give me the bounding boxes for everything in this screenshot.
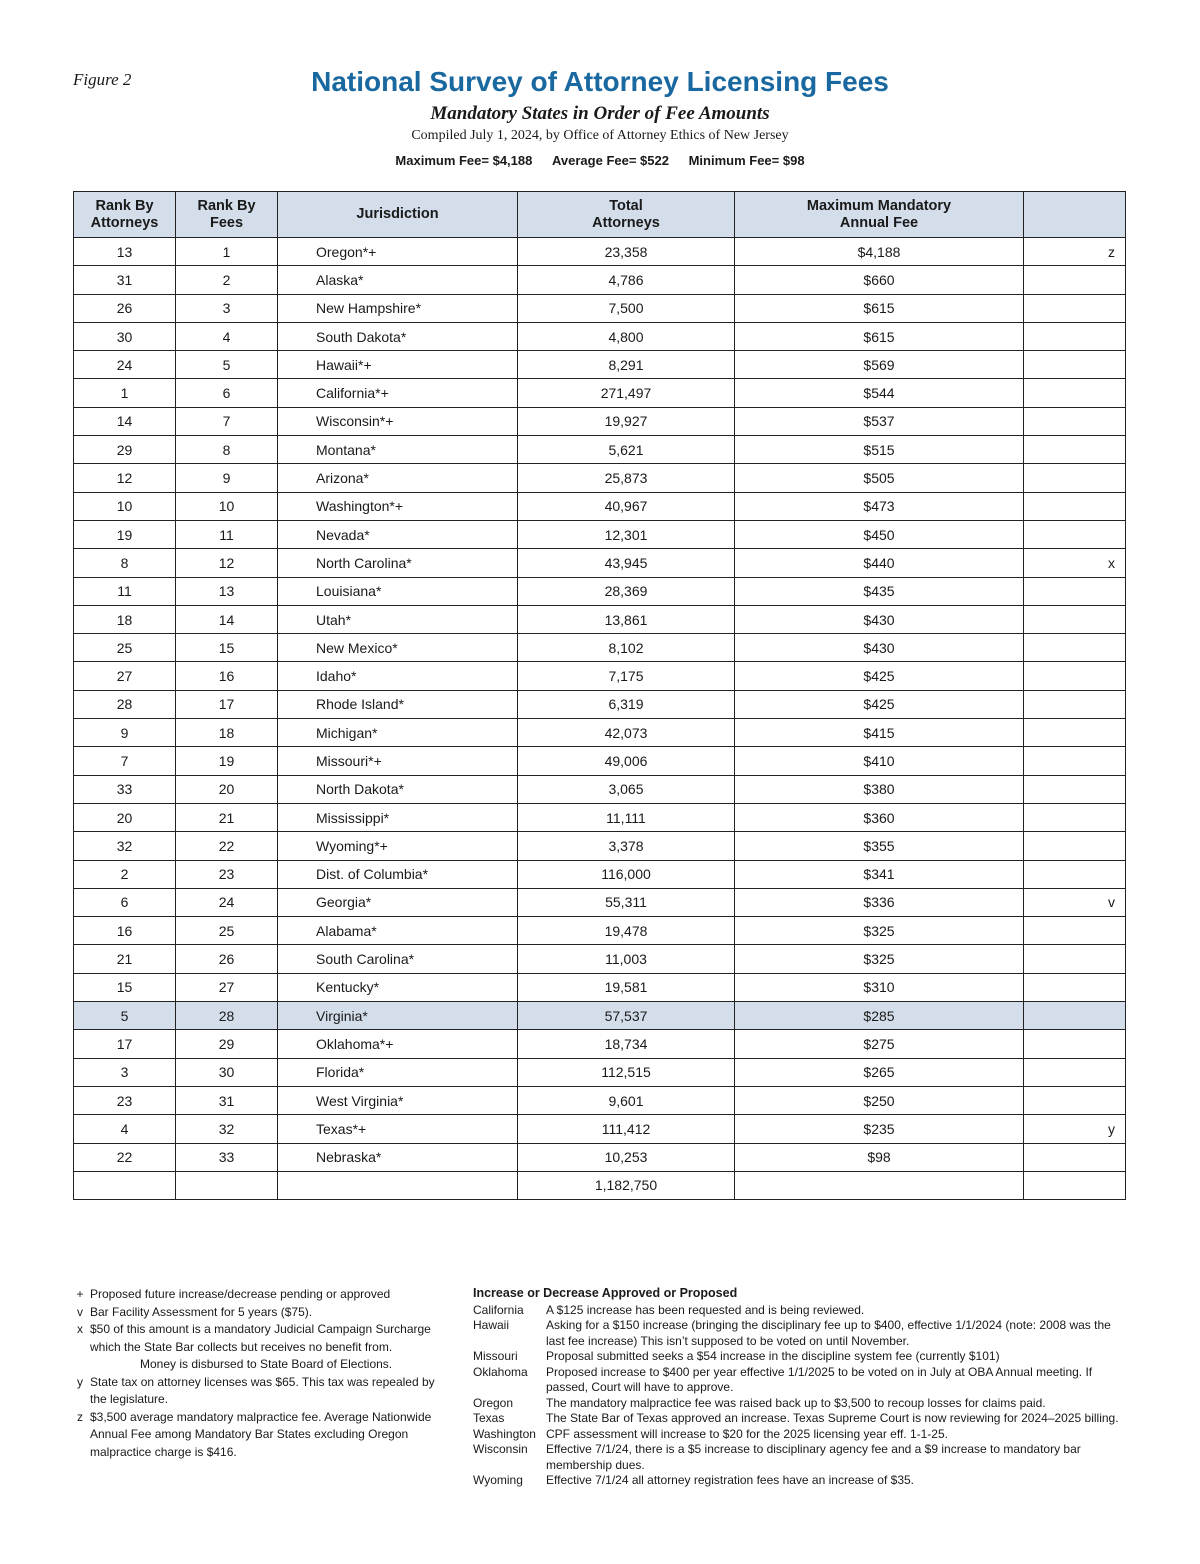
- jurisdiction: Alabama*: [278, 917, 518, 945]
- jurisdiction: Florida*: [278, 1058, 518, 1086]
- rank-by-attorneys: 12: [74, 464, 176, 492]
- table-row: [74, 803, 1126, 831]
- annual-fee: $360: [735, 803, 1024, 831]
- annual-fee: $425: [735, 662, 1024, 690]
- fees-table: [73, 191, 1126, 1200]
- total-attorneys: 25,873: [518, 464, 735, 492]
- total-attorneys: 271,497: [518, 379, 735, 407]
- annual-fee: $275: [735, 1030, 1024, 1058]
- legend-text: State tax on attorney licenses was $65. This tax was repealed by the legislature.: [90, 1374, 435, 1406]
- table-row: [74, 860, 1126, 888]
- rank-by-attorneys: 33: [74, 775, 176, 803]
- table-row: [74, 379, 1126, 407]
- table-row: [74, 351, 1126, 379]
- changes-section: [473, 1286, 1128, 1489]
- legend-symbol: v: [77, 1304, 83, 1319]
- change-state: Wyoming: [473, 1473, 523, 1487]
- change-item: [473, 1411, 1128, 1427]
- note-marker: [1024, 322, 1126, 350]
- annual-fee: $473: [735, 492, 1024, 520]
- note-marker: [1024, 803, 1126, 831]
- legend-item: [70, 1409, 448, 1462]
- total-attorneys: 7,175: [518, 662, 735, 690]
- changes-heading: Increase or Decrease Approved or Proposed: [473, 1286, 738, 1300]
- rank-by-fees: 30: [176, 1058, 278, 1086]
- annual-fee: $336: [735, 888, 1024, 916]
- total-attorneys: 19,581: [518, 973, 735, 1001]
- rank-by-attorneys: 24: [74, 351, 176, 379]
- note-marker: [1024, 832, 1126, 860]
- rank-by-attorneys: 15: [74, 973, 176, 1001]
- rank-by-fees: 1: [176, 238, 278, 266]
- rank-by-attorneys: 7: [74, 747, 176, 775]
- table-row: [74, 436, 1126, 464]
- annual-fee: $430: [735, 605, 1024, 633]
- total-attorneys: 116,000: [518, 860, 735, 888]
- note-marker: [1024, 577, 1126, 605]
- rank-by-attorneys: 3: [74, 1058, 176, 1086]
- rank-by-fees: 6: [176, 379, 278, 407]
- note-marker: [1024, 1002, 1126, 1030]
- table-row: [74, 973, 1126, 1001]
- annual-fee: $660: [735, 266, 1024, 294]
- jurisdiction: Louisiana*: [278, 577, 518, 605]
- annual-fee: $544: [735, 379, 1024, 407]
- total-attorneys: 55,311: [518, 888, 735, 916]
- rank-by-attorneys: 22: [74, 1143, 176, 1171]
- note-marker: [1024, 379, 1126, 407]
- jurisdiction: North Carolina*: [278, 549, 518, 577]
- total-attorneys: 3,065: [518, 775, 735, 803]
- note-marker: [1024, 407, 1126, 435]
- table-row: [74, 520, 1126, 548]
- total-attorneys: 28,369: [518, 577, 735, 605]
- total-attorneys: 57,537: [518, 1002, 735, 1030]
- jurisdiction: Kentucky*: [278, 973, 518, 1001]
- rank-by-attorneys: 25: [74, 634, 176, 662]
- table-row: [74, 1002, 1126, 1030]
- note-marker: [1024, 860, 1126, 888]
- change-state: Wisconsin: [473, 1442, 528, 1456]
- total-attorneys: 4,786: [518, 266, 735, 294]
- rank-by-fees: 32: [176, 1115, 278, 1143]
- jurisdiction: Nebraska*: [278, 1143, 518, 1171]
- jurisdiction: South Dakota*: [278, 322, 518, 350]
- note-marker: [1024, 747, 1126, 775]
- annual-fee: $569: [735, 351, 1024, 379]
- legend-symbol: x: [77, 1322, 83, 1336]
- legend: [70, 1286, 448, 1461]
- note-marker: x: [1024, 549, 1126, 577]
- total-attorneys: 111,412: [518, 1115, 735, 1143]
- change-state: Oregon: [473, 1395, 514, 1410]
- note-marker: [1024, 662, 1126, 690]
- table-row: [74, 322, 1126, 350]
- jurisdiction: Michigan*: [278, 719, 518, 747]
- rank-by-fees: 9: [176, 464, 278, 492]
- rank-by-attorneys: 10: [74, 492, 176, 520]
- legend-item: [70, 1321, 448, 1374]
- note-marker: y: [1024, 1115, 1126, 1143]
- rank-by-fees: 22: [176, 832, 278, 860]
- min-fee: Minimum Fee= $98: [688, 153, 805, 168]
- change-state: Oklahoma: [473, 1364, 528, 1379]
- annual-fee: $435: [735, 577, 1024, 605]
- change-item: [473, 1473, 1128, 1489]
- change-item: [473, 1365, 1128, 1396]
- total-attorneys: 18,734: [518, 1030, 735, 1058]
- jurisdiction: Georgia*: [278, 888, 518, 916]
- change-text: A $125 increase has been requested and is being reviewed.: [546, 1302, 865, 1317]
- total-attorneys: 3,378: [518, 832, 735, 860]
- note-marker: [1024, 1086, 1126, 1114]
- rank-by-fees: 15: [176, 634, 278, 662]
- rank-by-fees: 24: [176, 888, 278, 916]
- rank-by-fees: 14: [176, 605, 278, 633]
- total-attorneys: 40,967: [518, 492, 735, 520]
- note-marker: [1024, 464, 1126, 492]
- rank-by-attorneys: 19: [74, 520, 176, 548]
- total-attorneys: 13,861: [518, 605, 735, 633]
- note-marker: [1024, 945, 1126, 973]
- jurisdiction: Idaho*: [278, 662, 518, 690]
- annual-fee: $380: [735, 775, 1024, 803]
- rank-by-attorneys: 13: [74, 238, 176, 266]
- table-row: [74, 577, 1126, 605]
- annual-fee: $341: [735, 860, 1024, 888]
- annual-fee: $310: [735, 973, 1024, 1001]
- annual-fee: $98: [735, 1143, 1024, 1171]
- rank-by-fees: 19: [176, 747, 278, 775]
- note-marker: [1024, 1030, 1126, 1058]
- rank-by-fees: 10: [176, 492, 278, 520]
- avg-fee: Average Fee= $522: [552, 153, 669, 168]
- annual-fee: $250: [735, 1086, 1024, 1114]
- annual-fee: $410: [735, 747, 1024, 775]
- jurisdiction: Wyoming*+: [278, 832, 518, 860]
- note-marker: z: [1024, 238, 1126, 266]
- table-row: [74, 492, 1126, 520]
- table-row: [74, 917, 1126, 945]
- legend-text: Proposed future increase/decrease pending or approved: [90, 1287, 391, 1301]
- rank-by-attorneys: 1: [74, 379, 176, 407]
- rank-by-fees: 25: [176, 917, 278, 945]
- total-attorneys: 8,291: [518, 351, 735, 379]
- note-marker: [1024, 492, 1126, 520]
- annual-fee: $4,188: [735, 238, 1024, 266]
- jurisdiction: Wisconsin*+: [278, 407, 518, 435]
- rank-by-attorneys: 17: [74, 1030, 176, 1058]
- rank-by-attorneys: 14: [74, 407, 176, 435]
- rank-by-attorneys: 6: [74, 888, 176, 916]
- annual-fee: $505: [735, 464, 1024, 492]
- total-attorneys: 42,073: [518, 719, 735, 747]
- rank-by-fees: 2: [176, 266, 278, 294]
- total-attorneys: 11,111: [518, 803, 735, 831]
- rank-by-fees: 7: [176, 407, 278, 435]
- col-jurisdiction: Jurisdiction: [278, 192, 518, 238]
- table-row: [74, 1058, 1126, 1086]
- change-state: Missouri: [473, 1349, 518, 1363]
- note-marker: [1024, 1058, 1126, 1086]
- table-row: [74, 294, 1126, 322]
- note-marker: [1024, 690, 1126, 718]
- total-attorneys: 9,601: [518, 1086, 735, 1114]
- rank-by-fees: 16: [176, 662, 278, 690]
- change-item: [473, 1396, 1128, 1412]
- table-row: [74, 775, 1126, 803]
- change-item: [473, 1427, 1128, 1443]
- table-row: [74, 266, 1126, 294]
- total-attorneys: 19,478: [518, 917, 735, 945]
- jurisdiction: Nevada*: [278, 520, 518, 548]
- table-row: [74, 1030, 1126, 1058]
- rank-by-fees: 4: [176, 322, 278, 350]
- legend-symbol: z: [77, 1409, 83, 1424]
- jurisdiction: California*+: [278, 379, 518, 407]
- note-marker: [1024, 520, 1126, 548]
- table-row: [74, 945, 1126, 973]
- change-item: [473, 1318, 1128, 1349]
- total-attorneys: 112,515: [518, 1058, 735, 1086]
- table-row: [74, 1086, 1126, 1114]
- annual-fee: $355: [735, 832, 1024, 860]
- jurisdiction: New Mexico*: [278, 634, 518, 662]
- note-marker: [1024, 351, 1126, 379]
- col-total-attorneys: Total Attorneys: [518, 192, 735, 238]
- note-marker: [1024, 634, 1126, 662]
- annual-fee: $615: [735, 322, 1024, 350]
- change-text: Proposed increase to $400 per year effective 1/1/2025 to be voted on in July at OBA Annual meeting. If passed, Court will have to approve.: [546, 1364, 1093, 1394]
- change-text: Asking for a $150 increase (bringing the disciplinary fee up to $400, effective 1/1/2024 (note: 2008 was the last fee increase) This isn’t supposed to be voted on until November.: [546, 1318, 1111, 1348]
- table-row: [74, 747, 1126, 775]
- rank-by-attorneys: 20: [74, 803, 176, 831]
- total-attorneys: 4,800: [518, 322, 735, 350]
- annual-fee: $450: [735, 520, 1024, 548]
- total-attorneys: 1,182,750: [518, 1171, 735, 1199]
- note-marker: [1024, 294, 1126, 322]
- rank-by-fees: 17: [176, 690, 278, 718]
- table-row: [74, 888, 1126, 916]
- rank-by-attorneys: 8: [74, 549, 176, 577]
- table-row: [74, 832, 1126, 860]
- total-row: [74, 1171, 1126, 1199]
- legend-item: [70, 1286, 448, 1304]
- rank-by-fees: 23: [176, 860, 278, 888]
- note-marker: [1024, 719, 1126, 747]
- annual-fee: $615: [735, 294, 1024, 322]
- total-attorneys: 7,500: [518, 294, 735, 322]
- change-item: [473, 1303, 1128, 1319]
- table-row: [74, 1115, 1126, 1143]
- fee-summary: [0, 153, 1200, 168]
- note-marker: [1024, 266, 1126, 294]
- total-attorneys: 5,621: [518, 436, 735, 464]
- table-row: [74, 1143, 1126, 1171]
- jurisdiction: Missouri*+: [278, 747, 518, 775]
- jurisdiction: Hawaii*+: [278, 351, 518, 379]
- total-attorneys: 8,102: [518, 634, 735, 662]
- legend-item: [70, 1304, 448, 1322]
- annual-fee: $430: [735, 634, 1024, 662]
- note-marker: [1024, 436, 1126, 464]
- jurisdiction: Mississippi*: [278, 803, 518, 831]
- rank-by-fees: 5: [176, 351, 278, 379]
- change-text: The mandatory malpractice fee was raised back up to $3,500 to recoup losses for claims paid.: [546, 1395, 1046, 1410]
- total-attorneys: 6,319: [518, 690, 735, 718]
- rank-by-fees: 31: [176, 1086, 278, 1114]
- change-text: Effective 7/1/24 all attorney registration fees have an increase of $35.: [546, 1473, 915, 1487]
- rank-by-attorneys: 28: [74, 690, 176, 718]
- annual-fee: $325: [735, 945, 1024, 973]
- jurisdiction: Arizona*: [278, 464, 518, 492]
- table-row: [74, 549, 1126, 577]
- annual-fee: $537: [735, 407, 1024, 435]
- annual-fee: $265: [735, 1058, 1024, 1086]
- legend-text: Bar Facility Assessment for 5 years ($75).: [90, 1304, 313, 1319]
- rank-by-attorneys: 23: [74, 1086, 176, 1114]
- page-title: National Survey of Attorney Licensing Fees: [311, 66, 889, 97]
- rank-by-attorneys: 26: [74, 294, 176, 322]
- change-item: [473, 1442, 1128, 1473]
- change-item: [473, 1349, 1128, 1365]
- rank-by-fees: 12: [176, 549, 278, 577]
- rank-by-attorneys: 16: [74, 917, 176, 945]
- table-row: [74, 690, 1126, 718]
- jurisdiction: Montana*: [278, 436, 518, 464]
- col-rank-fees: Rank By Fees: [176, 192, 278, 238]
- jurisdiction: Oklahoma*+: [278, 1030, 518, 1058]
- change-state: Hawaii: [473, 1318, 510, 1332]
- rank-by-attorneys: 32: [74, 832, 176, 860]
- total-attorneys: 11,003: [518, 945, 735, 973]
- col-note: [1024, 192, 1126, 238]
- total-attorneys: 43,945: [518, 549, 735, 577]
- note-marker: [1024, 917, 1126, 945]
- jurisdiction: Oregon*+: [278, 238, 518, 266]
- change-text: Effective 7/1/24, there is a $5 increase to disciplinary agency fee and a $9 increase to mandatory bar membership dues.: [546, 1442, 1081, 1472]
- note-marker: [1024, 605, 1126, 633]
- legend-item: [70, 1374, 448, 1409]
- total-attorneys: 23,358: [518, 238, 735, 266]
- jurisdiction: Texas*+: [278, 1115, 518, 1143]
- rank-by-fees: 28: [176, 1002, 278, 1030]
- rank-by-fees: 29: [176, 1030, 278, 1058]
- rank-by-attorneys: 27: [74, 662, 176, 690]
- rank-by-fees: 8: [176, 436, 278, 464]
- rank-by-attorneys: 29: [74, 436, 176, 464]
- table-row: [74, 634, 1126, 662]
- jurisdiction: Washington*+: [278, 492, 518, 520]
- table-row: [74, 464, 1126, 492]
- rank-by-attorneys: 18: [74, 605, 176, 633]
- change-state: Washington: [473, 1426, 536, 1441]
- change-text: Proposal submitted seeks a $54 increase in the discipline system fee (currently $101): [546, 1349, 1000, 1363]
- compiled-note: Compiled July 1, 2024, by Office of Attorney Ethics of New Jersey: [411, 128, 789, 143]
- rank-by-fees: 26: [176, 945, 278, 973]
- jurisdiction: Rhode Island*: [278, 690, 518, 718]
- jurisdiction: New Hampshire*: [278, 294, 518, 322]
- table-row: [74, 662, 1126, 690]
- legend-text: $50 of this amount is a mandatory Judicial Campaign Surcharge which the State Bar collects but receives no benefit from.: [90, 1322, 431, 1354]
- table-header-row: [74, 192, 1126, 238]
- note-marker: [1024, 973, 1126, 1001]
- annual-fee: $515: [735, 436, 1024, 464]
- legend-text-continued: Money is disbursed to State Board of Elections.: [140, 1357, 393, 1371]
- max-fee: Maximum Fee= $4,188: [395, 153, 533, 168]
- col-max-fee: Maximum Mandatory Annual Fee: [735, 192, 1024, 238]
- jurisdiction: West Virginia*: [278, 1086, 518, 1114]
- table-row: [74, 719, 1126, 747]
- jurisdiction: North Dakota*: [278, 775, 518, 803]
- rank-by-attorneys: 30: [74, 322, 176, 350]
- rank-by-fees: 3: [176, 294, 278, 322]
- table-row: [74, 238, 1126, 266]
- rank-by-fees: 20: [176, 775, 278, 803]
- jurisdiction: Alaska*: [278, 266, 518, 294]
- rank-by-attorneys: 4: [74, 1115, 176, 1143]
- change-text: CPF assessment will increase to $20 for the 2025 licensing year eff. 1-1-25.: [546, 1426, 948, 1441]
- table-row: [74, 407, 1126, 435]
- annual-fee: $235: [735, 1115, 1024, 1143]
- note-marker: v: [1024, 888, 1126, 916]
- figure-label: Figure 2: [73, 70, 132, 89]
- annual-fee: $285: [735, 1002, 1024, 1030]
- col-rank-attorneys: Rank By Attorneys: [74, 192, 176, 238]
- rank-by-fees: 18: [176, 719, 278, 747]
- rank-by-attorneys: 11: [74, 577, 176, 605]
- total-attorneys: 49,006: [518, 747, 735, 775]
- legend-symbol: +: [76, 1287, 84, 1301]
- annual-fee: $325: [735, 917, 1024, 945]
- jurisdiction: Virginia*: [278, 1002, 518, 1030]
- rank-by-fees: 33: [176, 1143, 278, 1171]
- change-state: Texas: [473, 1411, 505, 1425]
- jurisdiction: South Carolina*: [278, 945, 518, 973]
- annual-fee: $415: [735, 719, 1024, 747]
- rank-by-attorneys: 5: [74, 1002, 176, 1030]
- rank-by-fees: 21: [176, 803, 278, 831]
- note-marker: [1024, 1143, 1126, 1171]
- change-text: The State Bar of Texas approved an increase. Texas Supreme Court is now reviewing for 2024–2025 billing.: [546, 1411, 1119, 1425]
- table-row: [74, 605, 1126, 633]
- legend-text: $3,500 average mandatory malpractice fee. Average Nationwide Annual Fee among Mandatory Bar States excluding Oregon malpractice charge is $416.: [90, 1409, 432, 1459]
- annual-fee: $425: [735, 690, 1024, 718]
- jurisdiction: Dist. of Columbia*: [278, 860, 518, 888]
- page-subtitle: Mandatory States in Order of Fee Amounts: [430, 103, 770, 124]
- rank-by-fees: 11: [176, 520, 278, 548]
- total-attorneys: 19,927: [518, 407, 735, 435]
- annual-fee: $440: [735, 549, 1024, 577]
- rank-by-fees: 13: [176, 577, 278, 605]
- rank-by-attorneys: 21: [74, 945, 176, 973]
- rank-by-attorneys: 31: [74, 266, 176, 294]
- total-attorneys: 10,253: [518, 1143, 735, 1171]
- jurisdiction: Utah*: [278, 605, 518, 633]
- total-attorneys: 12,301: [518, 520, 735, 548]
- change-state: California: [473, 1302, 524, 1317]
- rank-by-attorneys: 2: [74, 860, 176, 888]
- legend-symbol: y: [77, 1374, 83, 1389]
- rank-by-fees: 27: [176, 973, 278, 1001]
- rank-by-attorneys: 9: [74, 719, 176, 747]
- note-marker: [1024, 775, 1126, 803]
